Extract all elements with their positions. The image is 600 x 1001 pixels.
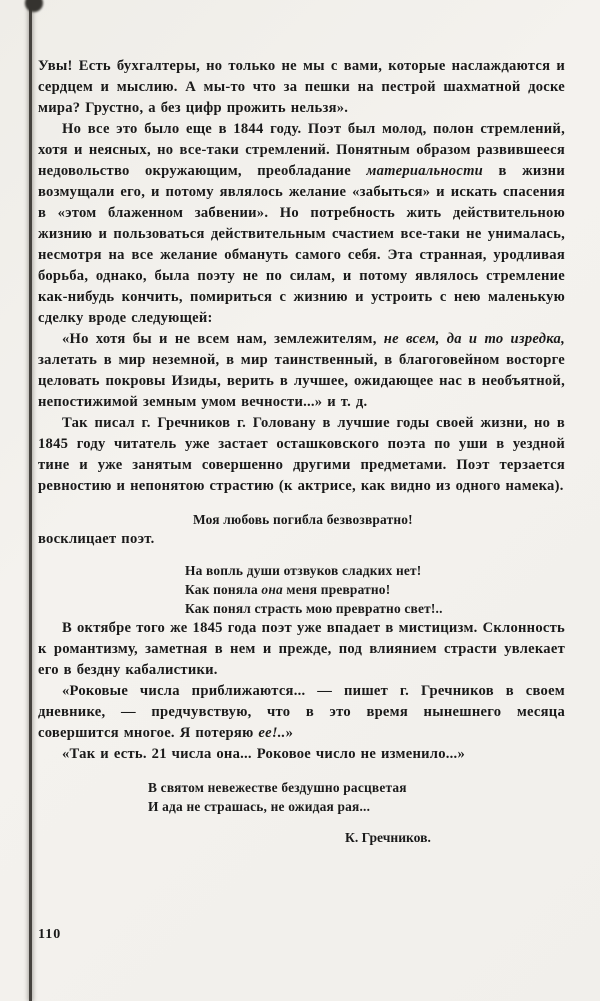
italic-segment: ее!.. (258, 725, 286, 741)
text-segment: «Роковые числа приближаются... — пишет г. Гречников в своем дневнике, — предчувствую, что в это время нынешнего месяца совершится многое. Я потеряю (38, 683, 565, 741)
verse-line: В святом невежестве бездушно расцветая (148, 780, 407, 795)
verse-stanza (185, 561, 565, 618)
paragraph (38, 119, 565, 329)
scan-artifact (25, 0, 43, 12)
verse-line (185, 580, 565, 599)
paragraph: восклицает поэт. (38, 531, 155, 547)
paragraph: Увы! Есть бухгалтеры, но только не мы с вами, которые наслаждаются и сердцем и мыслию. А мы-то что за пешки на пестрой шахматной доске мира? Грустно, а без цифр прожить нельзя». (38, 58, 565, 116)
text-segment: » (285, 725, 294, 741)
verse-line: На вопль души отзвуков сладких нет! (185, 563, 422, 578)
text-segment: в жизни возмущали его, и потому являлось желание «забыться» и искать спасения в «этом блаженном забвении». Но потребность жить действительною жизнию и пользоваться действительным счастием все-таки не унималась, несмотря на все желание обмануть самого себя. Эта странная, уродливая борьба, однако, была поэту не по силам, и потому являлось стремление как-нибудь кончить, помириться с жизнию и устроить с нею маленькую сделку вроде следующей: (38, 163, 565, 326)
scan-gutter-line (29, 0, 32, 1001)
paragraph: В октябре того же 1845 года поэт уже впадает в мистицизм. Склонность к романтизму, заметная в нем и прежде, под влиянием страсти увлекает его в бездну кабалистики. (38, 620, 565, 678)
verse-line: Как понял страсть мою превратно свет!.. (185, 601, 443, 616)
text-segment: Но все это было еще в 1844 году. Поэт был молод, полон стремлений, хотя и неясных, но все-таки стремлений. Понятным образом развившееся недовольство окружающим, преобладание (38, 121, 565, 179)
page-content (38, 56, 565, 847)
page-number: 110 (38, 927, 62, 942)
text-segment: меня превратно! (282, 582, 391, 597)
paragraph: Так писал г. Гречников г. Головану в лучшие годы своей жизни, но в 1845 году читатель уже застает осташковского поэта по уши в уездной тине и уже занятым совершенно другими предметами. Поэт терзается ревностию и непонятою страстию (к актрисе, как видно из одного намека). (38, 415, 565, 494)
author-signature: К. Гречников. (345, 830, 431, 845)
text-segment: «Но хотя бы и не всем нам, землежителям, (62, 331, 384, 347)
text-segment: Как поняла (185, 582, 262, 597)
paragraph (38, 329, 565, 413)
verse-line: Моя любовь погибла безвозвратно! (193, 512, 413, 527)
italic-segment: она (261, 582, 283, 597)
text-segment: залетать в мир неземной, в мир таинственный, в благоговейном восторге целовать покровы Изиды, верить в лучшее, ожидающее нас в необъятной, непостижимой земным умом вечности...» и т. д. (38, 352, 565, 410)
verse-line: И ада не страшась, не ожидая рая... (148, 799, 371, 814)
italic-segment: не всем, да и то изредка, (383, 331, 565, 347)
italic-segment: материальности (366, 163, 484, 179)
paragraph (38, 681, 565, 744)
verse-stanza (148, 778, 565, 816)
paragraph: «Так и есть. 21 числа она... Роковое число не изменило...» (62, 746, 465, 762)
